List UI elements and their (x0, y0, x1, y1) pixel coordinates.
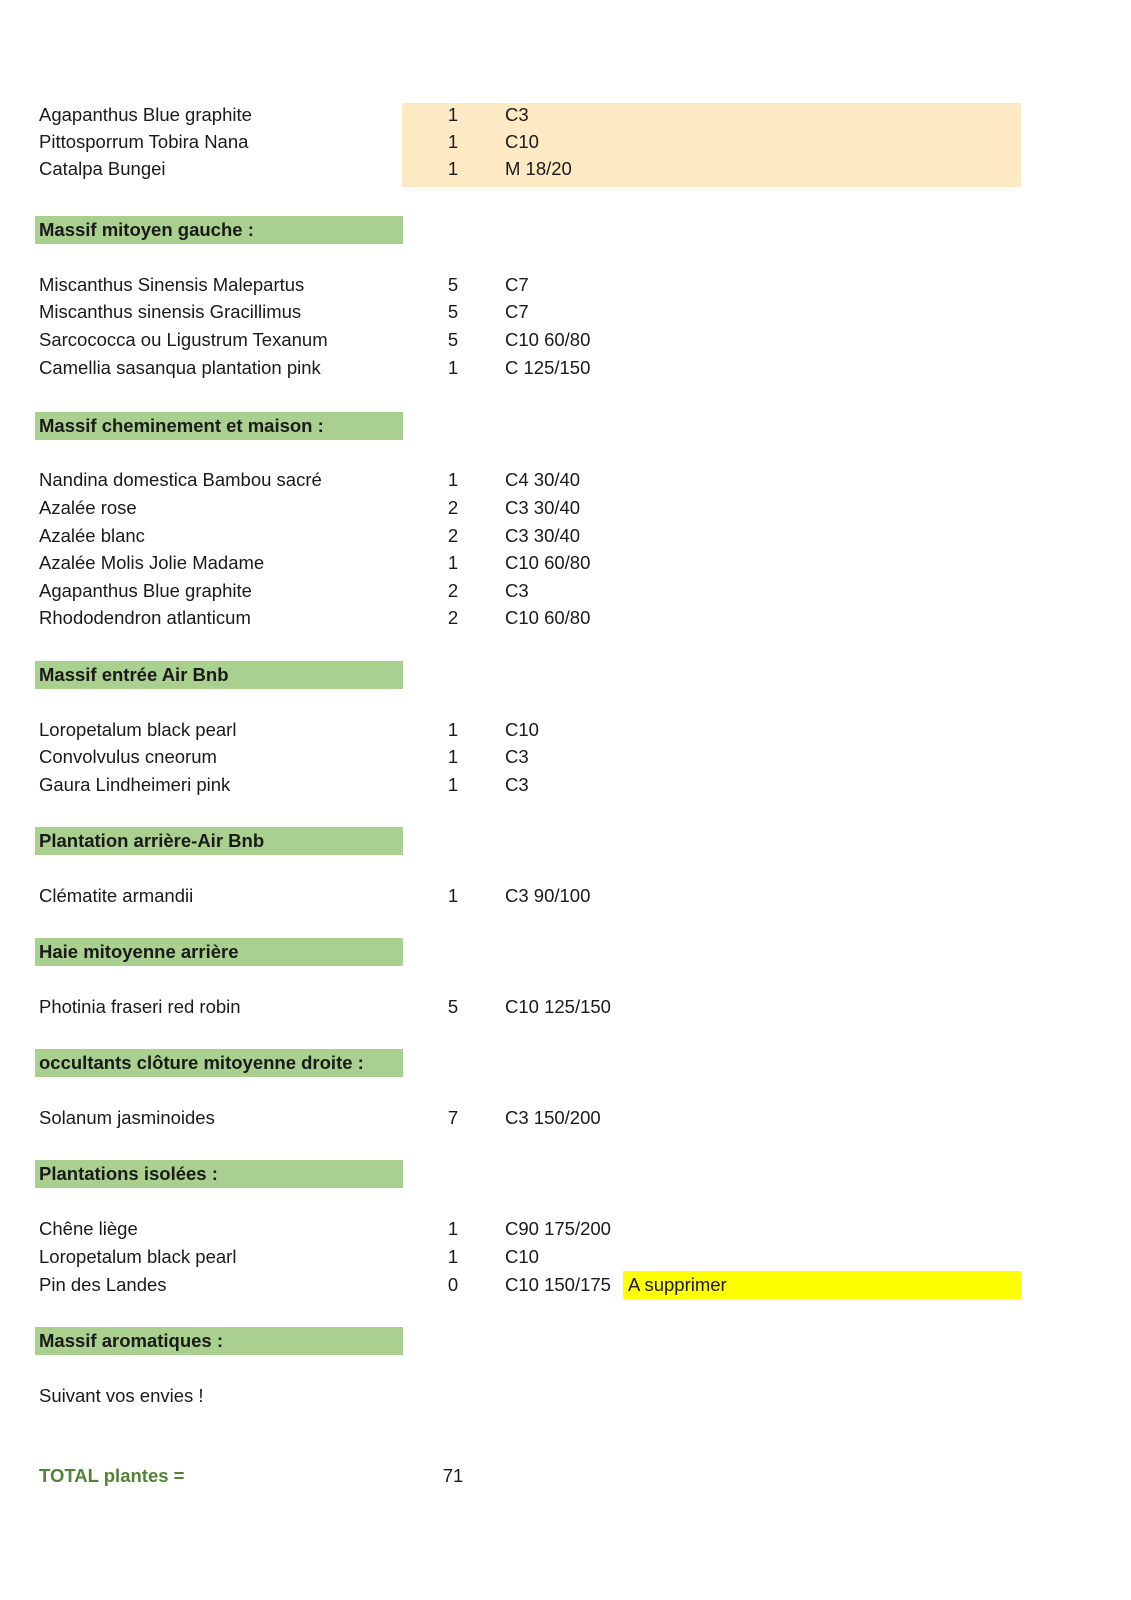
section-header: Plantations isolées : (35, 1160, 403, 1188)
plant-row (0, 1104, 1131, 1132)
plant-row (0, 101, 1131, 129)
plant-row (0, 1271, 1131, 1299)
plant-name: Azalée Molis Jolie Madame (39, 552, 265, 573)
plant-size: C10 (505, 719, 539, 740)
plant-quantity: 5 (447, 301, 459, 322)
plant-name: Sarcococca ou Ligustrum Texanum (39, 329, 328, 350)
plant-name: Nandina domestica Bambou sacré (39, 469, 322, 490)
plant-size: C10 (505, 1246, 539, 1267)
plant-quantity: 1 (447, 1246, 459, 1267)
plant-name: Agapanthus Blue graphite (39, 104, 252, 125)
plant-quantity: 1 (447, 885, 459, 906)
plant-size: C10 60/80 (505, 552, 591, 573)
section-header: Massif cheminement et maison : (35, 412, 403, 440)
plant-quantity: 1 (447, 1218, 459, 1239)
plant-size: C10 125/150 (505, 996, 611, 1017)
plant-quantity: 1 (447, 552, 459, 573)
plant-quantity: 1 (447, 774, 459, 795)
plant-name: Loropetalum black pearl (39, 719, 237, 740)
section-header: Massif mitoyen gauche : (35, 216, 403, 244)
plant-size: C3 (505, 580, 529, 601)
plant-name: Gaura Lindheimeri pink (39, 774, 231, 795)
plant-row (0, 743, 1131, 771)
plant-row (0, 549, 1131, 577)
plant-size: M 18/20 (505, 158, 572, 179)
plant-name: Loropetalum black pearl (39, 1246, 237, 1267)
total-value: 71 (442, 1465, 464, 1486)
plant-name: Convolvulus cneorum (39, 746, 217, 767)
plant-row (0, 1215, 1131, 1243)
plant-size: C3 150/200 (505, 1107, 601, 1128)
remove-note: A supprimer (623, 1271, 1021, 1299)
plant-quantity: 1 (447, 746, 459, 767)
total-label: TOTAL plantes = (39, 1465, 185, 1486)
plant-name: Chêne liège (39, 1218, 138, 1239)
plant-name: Pin des Landes (39, 1274, 167, 1295)
plant-size: C10 60/80 (505, 607, 591, 628)
plant-row (0, 466, 1131, 494)
section-header: occultants clôture mitoyenne droite : (35, 1049, 403, 1077)
plant-name: Rhododendron atlanticum (39, 607, 251, 628)
plant-name: Miscanthus Sinensis Malepartus (39, 274, 305, 295)
plant-name: Suivant vos envies ! (39, 1385, 204, 1406)
plant-quantity: 5 (447, 274, 459, 295)
plant-row (0, 771, 1131, 799)
plant-quantity: 1 (447, 158, 459, 179)
plant-name: Agapanthus Blue graphite (39, 580, 252, 601)
plant-row (0, 271, 1131, 299)
plant-quantity: 2 (447, 497, 459, 518)
plant-row (0, 882, 1131, 910)
plant-name: Pittosporrum Tobira Nana (39, 131, 249, 152)
plant-row (0, 326, 1131, 354)
plant-row (0, 354, 1131, 382)
plant-quantity: 1 (447, 131, 459, 152)
plant-size: C 125/150 (505, 357, 591, 378)
plant-quantity: 0 (447, 1274, 459, 1295)
plant-size: C3 90/100 (505, 885, 591, 906)
plant-name: Miscanthus sinensis Gracillimus (39, 301, 302, 322)
plant-size: C10 (505, 131, 539, 152)
plant-size: C3 30/40 (505, 497, 581, 518)
section-header: Massif aromatiques : (35, 1327, 403, 1355)
plant-size: C3 30/40 (505, 525, 581, 546)
plant-size: C10 60/80 (505, 329, 591, 350)
plant-size: C7 (505, 274, 529, 295)
plant-quantity: 1 (447, 104, 459, 125)
plant-quantity: 1 (447, 719, 459, 740)
plant-size: C90 175/200 (505, 1218, 611, 1239)
plant-name: Catalpa Bungei (39, 158, 166, 179)
plant-quantity: 1 (447, 469, 459, 490)
plant-quantity: 7 (447, 1107, 459, 1128)
plant-row (0, 128, 1131, 156)
plant-size: C3 (505, 104, 529, 125)
plant-name: Photinia fraseri red robin (39, 996, 241, 1017)
plant-name: Camellia sasanqua plantation pink (39, 357, 321, 378)
plant-row (0, 604, 1131, 632)
plant-row (0, 1243, 1131, 1271)
plant-name: Clématite armandii (39, 885, 194, 906)
plant-row (0, 494, 1131, 522)
plant-name: Azalée blanc (39, 525, 145, 546)
plant-row (0, 298, 1131, 326)
plant-quantity: 5 (447, 996, 459, 1017)
plant-quantity: 2 (447, 525, 459, 546)
plant-size: C3 (505, 746, 529, 767)
plant-row (0, 577, 1131, 605)
section-header: Haie mitoyenne arrière (35, 938, 403, 966)
plant-size: C7 (505, 301, 529, 322)
plant-row (0, 1382, 1131, 1410)
plant-size: C10 150/175 (505, 1274, 611, 1295)
plant-row (0, 522, 1131, 550)
plant-row (0, 993, 1131, 1021)
plant-quantity: 5 (447, 329, 459, 350)
plant-name: Azalée rose (39, 497, 137, 518)
plant-name: Solanum jasminoides (39, 1107, 215, 1128)
section-header: Plantation arrière-Air Bnb (35, 827, 403, 855)
section-header: Massif entrée Air Bnb (35, 661, 403, 689)
plant-size: C4 30/40 (505, 469, 581, 490)
plant-quantity: 2 (447, 607, 459, 628)
plant-row (0, 155, 1131, 183)
plant-size: C3 (505, 774, 529, 795)
plant-row (0, 716, 1131, 744)
plant-quantity: 1 (447, 357, 459, 378)
plant-quantity: 2 (447, 580, 459, 601)
